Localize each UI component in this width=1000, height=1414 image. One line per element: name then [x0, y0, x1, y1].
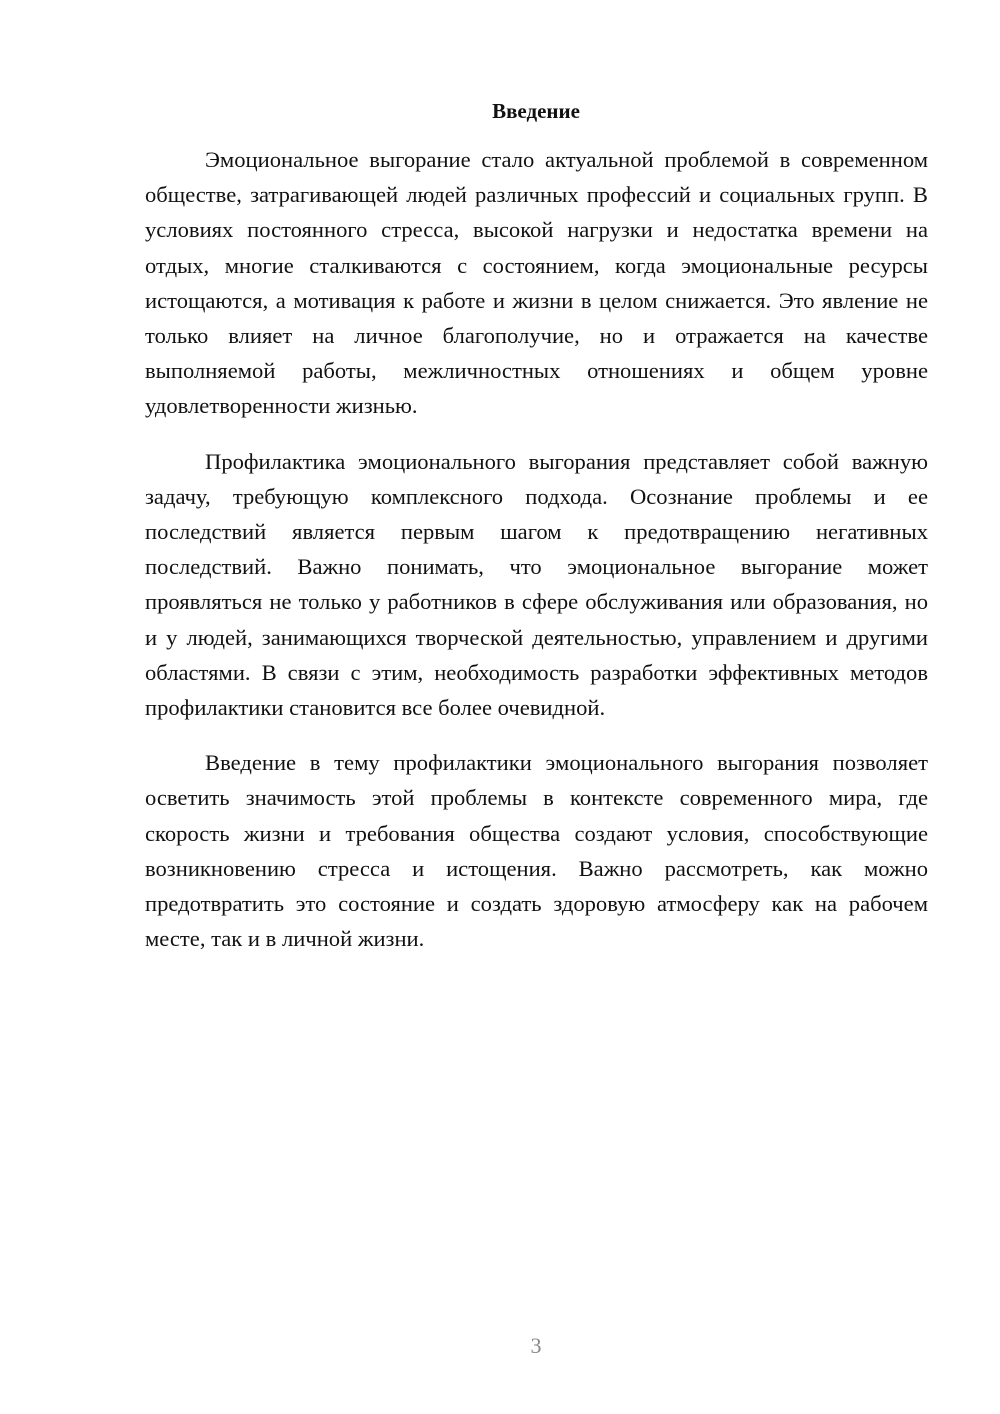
page-title: Введение [492, 99, 580, 123]
paragraph-2: Профилактика эмоционального выгорания представляет собой важную задачу, требующую комплексного подхода. Осознание проблемы и ее последствий является первым шагом к предотвращению негативных последствий. Важно понимать, что эмоциональное выгорание может проявляться не только у работников в сфере обслуживания или образования, но и у людей, занимающихся творческой деятельностью, управлением и другими областями. В связи с этим, необходимость разработки эффективных методов профилактики становится все более очевидной. [145, 448, 928, 721]
page-number: 3 [530, 1333, 542, 1358]
body-text [145, 142, 928, 976]
paragraph-3: Введение в тему профилактики эмоционального выгорания позволяет осветить значимость этой проблемы в контексте современного мира, где скорость жизни и требования общества создают условия, способствующие возникновению стресса и истощения. Важно рассмотреть, как можно предотвратить это состояние и создать здоровую атмосферу как на рабочем месте, так и в личной жизни. [145, 750, 928, 952]
paragraph-1: Эмоциональное выгорание стало актуальной проблемой в современном обществе, затрагивающей людей различных профессий и социальных групп. В условиях постоянного стресса, высокой нагрузки и недостатка времени на отдых, многие сталкиваются с состоянием, когда эмоциональные ресурсы истощаются, а мотивация к работе и жизни в целом снижается. Это явление не только влияет на личное благополучие, но и отражается на качестве выполняемой работы, межличностных отношениях и общем уровне удовлетворенности жизнью. [145, 147, 928, 419]
